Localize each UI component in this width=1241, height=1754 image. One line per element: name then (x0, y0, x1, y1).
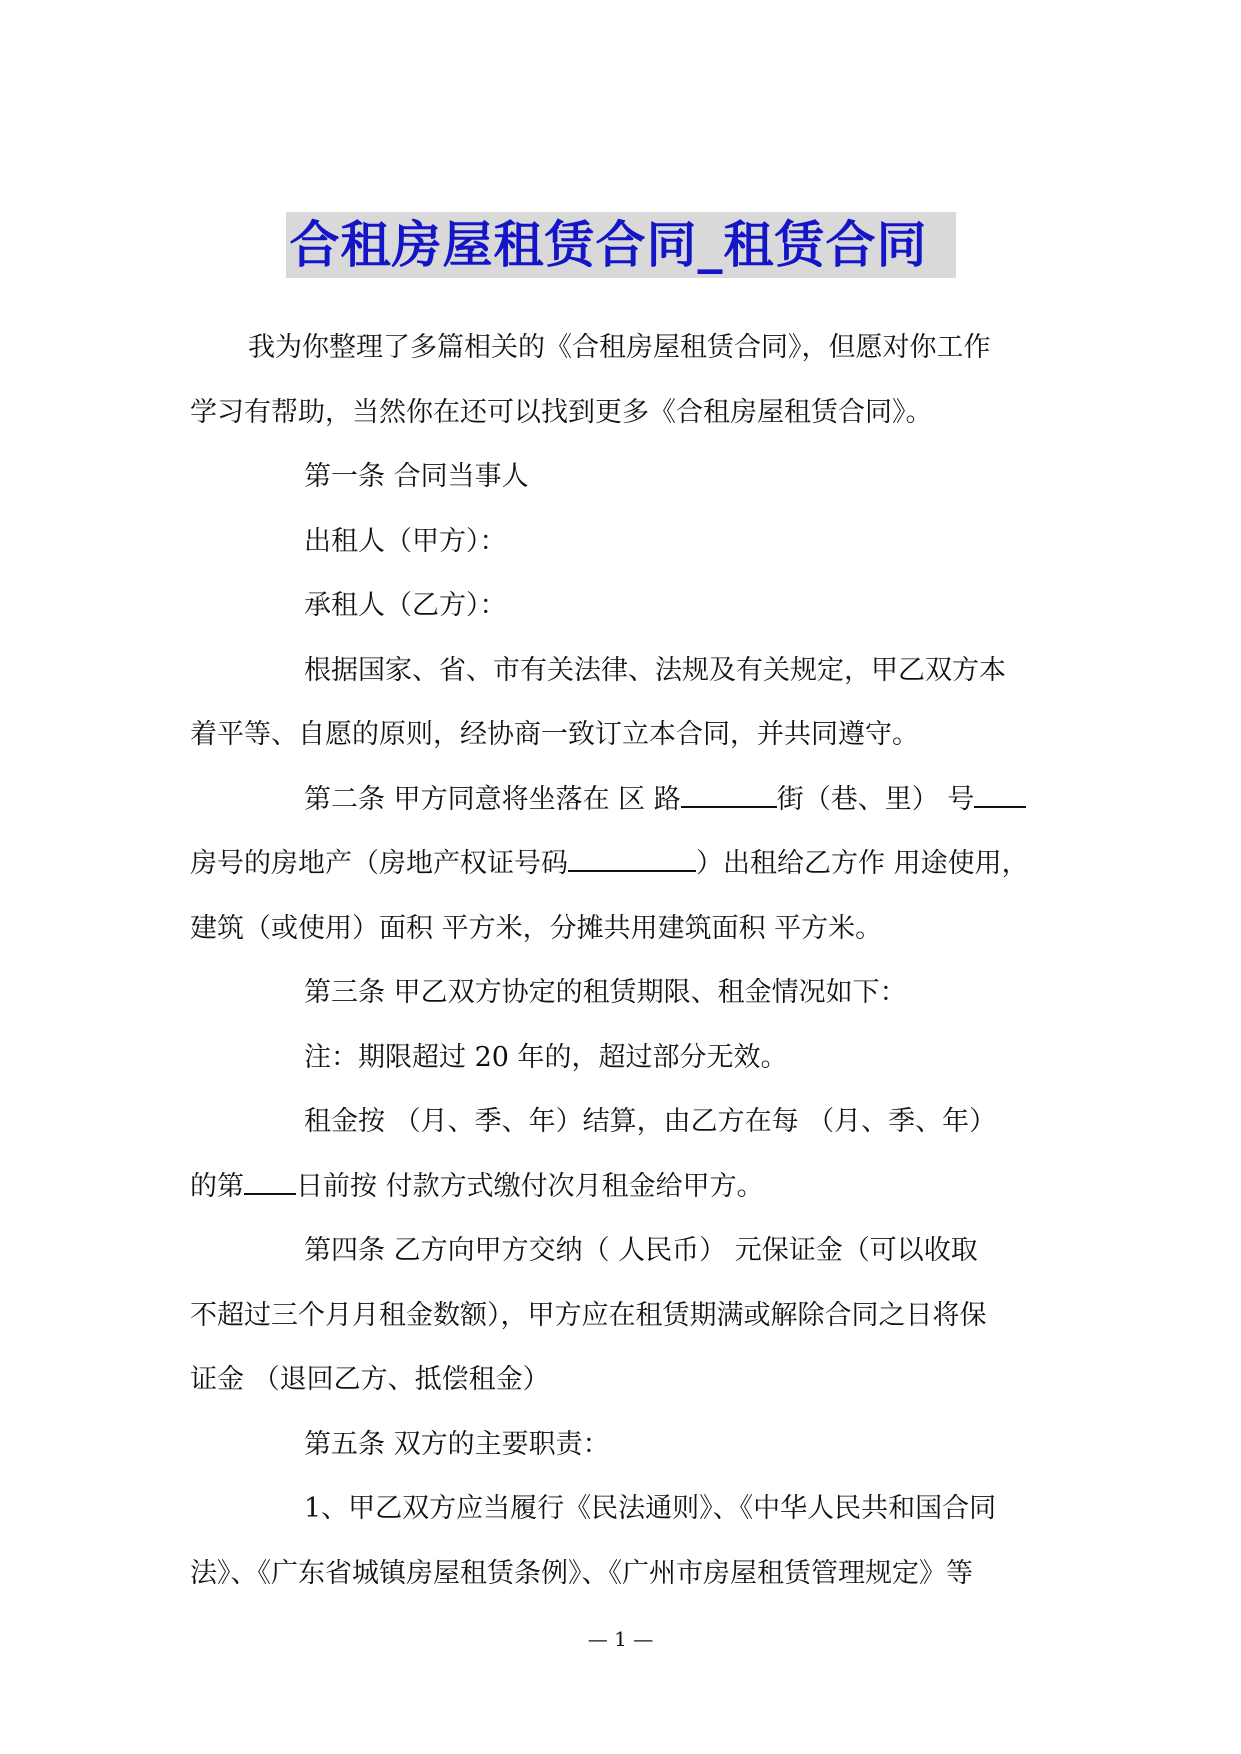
article-2-text-d: ）出租给乙方作 用途使用， (696, 848, 1029, 879)
article-5-item-1-line-1: 1、甲乙双方应当履行《民法通则》、《中华人民共和国合同 (304, 1493, 997, 1524)
article-4-line-3: 证金 （退回乙方、抵偿租金） (190, 1364, 550, 1395)
rent-text-b: 日前按 付款方式缴付次月租金给甲方。 (296, 1170, 764, 1202)
basis-line-1: 根据国家、省、市有关法律、法规及有关规定，甲乙双方本 (304, 654, 1006, 686)
street-blank (681, 784, 777, 808)
lessor-label: 出租人（甲方）： (304, 525, 507, 557)
intro-line-2: 学习有帮助，当然你在还可以找到更多《合租房屋租赁合同》。 (190, 396, 933, 428)
day-blank (244, 1171, 296, 1195)
article-2-line-1 (190, 768, 1062, 833)
article-2-text-c: 房号的房地产（房地产权证号码 (190, 848, 568, 879)
article-3-heading: 第三条 甲乙双方协定的租赁期限、租金情况如下： (304, 977, 907, 1008)
term-note: 注：期限超过 20 年的，超过部分无效。 (304, 1041, 788, 1073)
intro-line-1: 我为你整理了多篇相关的《合租房屋租赁合同》，但愿对你工作 (248, 332, 991, 363)
article-2-text-a: 第二条 甲方同意将坐落在 区 路 (304, 783, 681, 815)
document-body (190, 316, 1062, 1606)
rent-text-a: 的第 (190, 1170, 244, 1202)
document-title: 合租房屋租赁合同_租赁合同 (286, 212, 956, 278)
title-block (0, 212, 1241, 278)
article-5-item-1-line-2: 法》、《广东省城镇房屋租赁条例》、《广州市房屋租赁管理规定》等 (190, 1557, 973, 1589)
page-number: — 1 — (587, 1627, 654, 1651)
rent-line-1: 租金按 （月、季、年）结算，由乙方在每 （月、季、年） (304, 1106, 997, 1137)
article-4-line-1: 第四条 乙方向甲方交纳（ 人民币） 元保证金（可以收取 (304, 1235, 978, 1266)
article-1-heading: 第一条 合同当事人 (304, 461, 529, 492)
basis-line-2: 着平等、自愿的原则，经协商一致订立本合同，并共同遵守。 (190, 719, 919, 750)
article-2-line-2 (190, 832, 1062, 897)
article-5-heading: 第五条 双方的主要职责： (304, 1428, 610, 1460)
number-blank (974, 784, 1026, 808)
article-2-text-b: 街（巷、里） 号 (776, 783, 975, 815)
article-2-line-3: 建筑（或使用）面积 平方米，分摊共用建筑面积 平方米。 (190, 912, 883, 944)
lessee-label: 承租人（乙方）： (304, 590, 507, 621)
article-4-line-2: 不超过三个月月租金数额），甲方应在租赁期满或解除合同之日将保 (190, 1299, 987, 1331)
certificate-blank (568, 848, 696, 872)
rent-line-2 (190, 1155, 1062, 1220)
